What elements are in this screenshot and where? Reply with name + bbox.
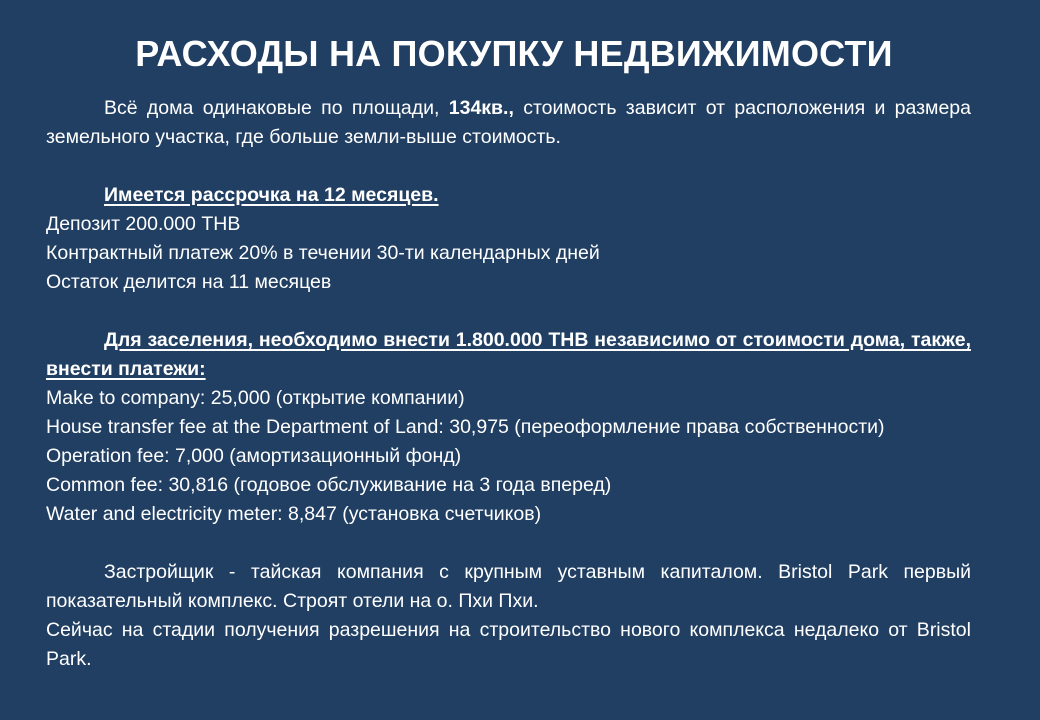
- content-body: [46, 94, 971, 674]
- installment-line-contract: Контрактный платеж 20% в течении 30-ти календарных дней: [46, 242, 600, 264]
- settlement-section: [46, 326, 971, 384]
- installment-section: [46, 181, 971, 210]
- installment-line-remainder: Остаток делится на 11 месяцев: [46, 271, 332, 293]
- settlement-line-meter: Water and electricity meter: 8,847 (установка счетчиков): [46, 503, 542, 525]
- spacer: [46, 529, 971, 558]
- intro-paragraph: [46, 94, 971, 152]
- page-title: РАСХОДЫ НА ПОКУПКУ НЕДВИЖИМОСТИ: [135, 33, 893, 74]
- settlement-line-common: Common fee: 30,816 (годовое обслуживание на 3 года вперед): [46, 474, 612, 496]
- developer-paragraph-1: Застройщик - тайская компания с крупным уставным капиталом. Bristol Park первый показательный комплекс. Строят отели на о. Пхи Пхи.: [46, 561, 971, 612]
- spacer: [46, 152, 971, 181]
- developer-paragraph-2: Сейчас на стадии получения разрешения на строительство нового комплекса недалеко от Bristol Park.: [46, 619, 971, 670]
- settlement-line-company: Make to company: 25,000 (открытие компании): [46, 387, 465, 409]
- intro-text-after: стоимость зависит от расположения и размера земельного участка, где больше земли-выше стоимость.: [46, 97, 971, 148]
- settlement-heading: Для заселения, необходимо внести 1.800.000 THB независимо от стоимости дома, также, внести платежи:: [46, 329, 971, 380]
- settlement-line-operation: Operation fee: 7,000 (амортизационный фонд): [46, 445, 462, 467]
- intro-area-bold: 134кв.,: [448, 97, 514, 119]
- installment-heading: Имеется рассрочка на 12 месяцев.: [104, 184, 439, 206]
- installment-line-deposit: Депозит 200.000 THB: [46, 213, 241, 235]
- settlement-line-transfer: House transfer fee at the Department of Land: 30,975 (переоформление права собственности): [46, 416, 885, 438]
- intro-text-before: Всё дома одинаковые по площади,: [104, 97, 449, 119]
- spacer: [46, 297, 971, 326]
